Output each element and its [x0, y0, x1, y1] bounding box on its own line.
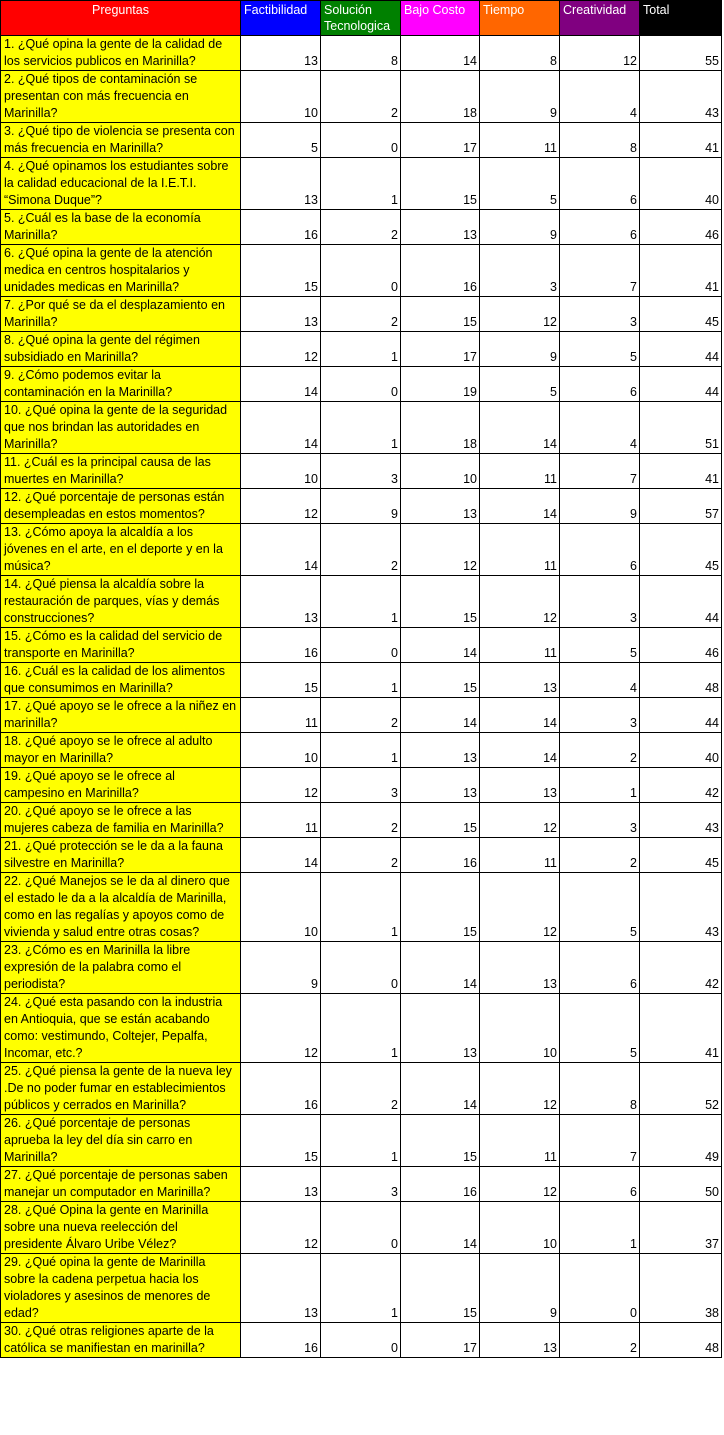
- creatividad-cell[interactable]: 3: [560, 576, 640, 628]
- table-row: [1, 367, 722, 402]
- tiempo-cell[interactable]: 14: [480, 402, 560, 454]
- creatividad-cell[interactable]: 3: [560, 297, 640, 332]
- tiempo-cell[interactable]: 12: [480, 576, 560, 628]
- tiempo-cell[interactable]: 11: [480, 123, 560, 158]
- creatividad-cell[interactable]: 4: [560, 663, 640, 698]
- solucion-cell[interactable]: 0: [321, 367, 401, 402]
- bajo-costo-cell[interactable]: 17: [401, 332, 480, 367]
- solucion-cell[interactable]: 0: [321, 245, 401, 297]
- tiempo-cell[interactable]: 11: [480, 454, 560, 489]
- table-row: [1, 524, 722, 576]
- tiempo-cell[interactable]: 9: [480, 210, 560, 245]
- question-cell[interactable]: 19. ¿Qué apoyo se le ofrece al campesino en Marinilla?: [1, 768, 241, 803]
- solucion-cell[interactable]: 8: [321, 36, 401, 71]
- factibilidad-cell[interactable]: 13: [241, 158, 321, 210]
- table-row: [1, 1063, 722, 1115]
- solucion-cell[interactable]: 2: [321, 698, 401, 733]
- solucion-cell[interactable]: 9: [321, 489, 401, 524]
- tiempo-cell[interactable]: 10: [480, 1202, 560, 1254]
- header-row: [1, 1, 722, 36]
- creatividad-cell[interactable]: 8: [560, 123, 640, 158]
- table-row: [1, 873, 722, 942]
- total-cell[interactable]: 38: [640, 1254, 722, 1323]
- factibilidad-cell[interactable]: 13: [241, 36, 321, 71]
- bajo-costo-cell[interactable]: 16: [401, 1167, 480, 1202]
- creatividad-cell[interactable]: 0: [560, 1254, 640, 1323]
- tiempo-cell[interactable]: 9: [480, 1254, 560, 1323]
- creatividad-cell[interactable]: 5: [560, 873, 640, 942]
- tiempo-cell[interactable]: 12: [480, 1063, 560, 1115]
- bajo-costo-cell[interactable]: 14: [401, 942, 480, 994]
- factibilidad-cell[interactable]: 10: [241, 873, 321, 942]
- bajo-costo-cell[interactable]: 15: [401, 803, 480, 838]
- question-cell[interactable]: 20. ¿Qué apoyo se le ofrece a las mujeres cabeza de familia en Marinilla?: [1, 803, 241, 838]
- total-cell[interactable]: 55: [640, 36, 722, 71]
- question-cell[interactable]: 2. ¿Qué tipos de contaminación se presentan con más frecuencia en Marinilla?: [1, 71, 241, 123]
- solucion-cell[interactable]: 0: [321, 1202, 401, 1254]
- total-cell[interactable]: 41: [640, 123, 722, 158]
- total-cell[interactable]: 44: [640, 367, 722, 402]
- solucion-cell[interactable]: 0: [321, 123, 401, 158]
- total-cell[interactable]: 43: [640, 873, 722, 942]
- tiempo-cell[interactable]: 11: [480, 628, 560, 663]
- bajo-costo-cell[interactable]: 13: [401, 733, 480, 768]
- creatividad-cell[interactable]: 2: [560, 733, 640, 768]
- total-cell[interactable]: 57: [640, 489, 722, 524]
- solucion-cell[interactable]: 0: [321, 628, 401, 663]
- total-cell[interactable]: 51: [640, 402, 722, 454]
- tiempo-cell[interactable]: 5: [480, 367, 560, 402]
- factibilidad-cell[interactable]: 10: [241, 71, 321, 123]
- question-cell[interactable]: 5. ¿Cuál es la base de la economía Marinilla?: [1, 210, 241, 245]
- factibilidad-cell[interactable]: 14: [241, 367, 321, 402]
- solucion-cell[interactable]: 1: [321, 576, 401, 628]
- factibilidad-cell[interactable]: 12: [241, 489, 321, 524]
- header-solucion-tecnologica[interactable]: Solución Tecnologica: [321, 1, 401, 36]
- bajo-costo-cell[interactable]: 17: [401, 1323, 480, 1358]
- factibilidad-cell[interactable]: 11: [241, 698, 321, 733]
- tiempo-cell[interactable]: 3: [480, 245, 560, 297]
- creatividad-cell[interactable]: 6: [560, 942, 640, 994]
- question-cell[interactable]: 18. ¿Qué apoyo se le ofrece al adulto mayor en Marinilla?: [1, 733, 241, 768]
- creatividad-cell[interactable]: 4: [560, 402, 640, 454]
- bajo-costo-cell[interactable]: 12: [401, 524, 480, 576]
- table-row: [1, 628, 722, 663]
- bajo-costo-cell[interactable]: 16: [401, 838, 480, 873]
- question-cell[interactable]: 8. ¿Qué opina la gente del régimen subsidiado en Marinilla?: [1, 332, 241, 367]
- creatividad-cell[interactable]: 1: [560, 768, 640, 803]
- table-row: [1, 942, 722, 994]
- total-cell[interactable]: 52: [640, 1063, 722, 1115]
- table-row: [1, 158, 722, 210]
- question-cell[interactable]: 15. ¿Cómo es la calidad del servicio de transporte en Marinilla?: [1, 628, 241, 663]
- creatividad-cell[interactable]: 6: [560, 210, 640, 245]
- tiempo-cell[interactable]: 9: [480, 332, 560, 367]
- bajo-costo-cell[interactable]: 18: [401, 402, 480, 454]
- factibilidad-cell[interactable]: 13: [241, 1167, 321, 1202]
- total-cell[interactable]: 40: [640, 733, 722, 768]
- factibilidad-cell[interactable]: 13: [241, 297, 321, 332]
- solucion-cell[interactable]: 2: [321, 838, 401, 873]
- creatividad-cell[interactable]: 5: [560, 628, 640, 663]
- table-row: [1, 1202, 722, 1254]
- table-row: [1, 402, 722, 454]
- factibilidad-cell[interactable]: 16: [241, 210, 321, 245]
- creatividad-cell[interactable]: 4: [560, 71, 640, 123]
- header-preguntas[interactable]: Preguntas: [1, 1, 241, 36]
- question-cell[interactable]: 29. ¿Qué opina la gente de Marinilla sobre la cadena perpetua hacia los violadores y asesinos de menores de edad?: [1, 1254, 241, 1323]
- creatividad-cell[interactable]: 6: [560, 367, 640, 402]
- question-cell[interactable]: 28. ¿Qué Opina la gente en Marinilla sobre una nueva reelección del presidente Álvaro Uribe Vélez?: [1, 1202, 241, 1254]
- solucion-cell[interactable]: 3: [321, 454, 401, 489]
- creatividad-cell[interactable]: 12: [560, 36, 640, 71]
- bajo-costo-cell[interactable]: 10: [401, 454, 480, 489]
- solucion-cell[interactable]: 3: [321, 1167, 401, 1202]
- factibilidad-cell[interactable]: 11: [241, 803, 321, 838]
- total-cell[interactable]: 44: [640, 698, 722, 733]
- factibilidad-cell[interactable]: 10: [241, 733, 321, 768]
- solucion-cell[interactable]: 2: [321, 524, 401, 576]
- question-cell[interactable]: 13. ¿Cómo apoya la alcaldía a los jóvenes en el arte, en el deporte y en la música?: [1, 524, 241, 576]
- table-row: [1, 245, 722, 297]
- total-cell[interactable]: 46: [640, 628, 722, 663]
- total-cell[interactable]: 48: [640, 663, 722, 698]
- total-cell[interactable]: 45: [640, 297, 722, 332]
- bajo-costo-cell[interactable]: 13: [401, 489, 480, 524]
- factibilidad-cell[interactable]: 16: [241, 1063, 321, 1115]
- solucion-cell[interactable]: 2: [321, 803, 401, 838]
- total-cell[interactable]: 40: [640, 158, 722, 210]
- question-cell[interactable]: 23. ¿Cómo es en Marinilla la libre expresión de la palabra como el periodista?: [1, 942, 241, 994]
- solucion-cell[interactable]: 1: [321, 1254, 401, 1323]
- creatividad-cell[interactable]: 2: [560, 838, 640, 873]
- bajo-costo-cell[interactable]: 14: [401, 698, 480, 733]
- solucion-cell[interactable]: 1: [321, 402, 401, 454]
- table-row: [1, 663, 722, 698]
- solucion-cell[interactable]: 2: [321, 210, 401, 245]
- table-row: [1, 36, 722, 71]
- creatividad-cell[interactable]: 2: [560, 1323, 640, 1358]
- question-cell[interactable]: 11. ¿Cuál es la principal causa de las muertes en Marinilla?: [1, 454, 241, 489]
- table-body: [1, 36, 722, 1358]
- solucion-cell[interactable]: 2: [321, 1063, 401, 1115]
- solucion-cell[interactable]: 1: [321, 733, 401, 768]
- tiempo-cell[interactable]: 12: [480, 1167, 560, 1202]
- question-cell[interactable]: 16. ¿Cuál es la calidad de los alimentos que consumimos en Marinilla?: [1, 663, 241, 698]
- table-row: [1, 123, 722, 158]
- table-row: [1, 768, 722, 803]
- solucion-cell[interactable]: 1: [321, 1115, 401, 1167]
- tiempo-cell[interactable]: 10: [480, 994, 560, 1063]
- total-cell[interactable]: 42: [640, 768, 722, 803]
- table-row: [1, 994, 722, 1063]
- creatividad-cell[interactable]: 7: [560, 454, 640, 489]
- table-row: [1, 210, 722, 245]
- bajo-costo-cell[interactable]: 15: [401, 663, 480, 698]
- table-row: [1, 1167, 722, 1202]
- total-cell[interactable]: 44: [640, 332, 722, 367]
- table-row: [1, 838, 722, 873]
- question-cell[interactable]: 3. ¿Qué tipo de violencia se presenta con más frecuencia en Marinilla?: [1, 123, 241, 158]
- header-bajo-costo[interactable]: Bajo Costo: [401, 1, 480, 36]
- creatividad-cell[interactable]: 7: [560, 245, 640, 297]
- table-row: [1, 1323, 722, 1358]
- question-cell[interactable]: 4. ¿Qué opinamos los estudiantes sobre la calidad educacional de la I.E.T.I. “Simona Duque”?: [1, 158, 241, 210]
- factibilidad-cell[interactable]: 15: [241, 1115, 321, 1167]
- bajo-costo-cell[interactable]: 14: [401, 1202, 480, 1254]
- solucion-cell[interactable]: 1: [321, 994, 401, 1063]
- factibilidad-cell[interactable]: 9: [241, 942, 321, 994]
- table-row: [1, 803, 722, 838]
- solucion-cell[interactable]: 0: [321, 1323, 401, 1358]
- bajo-costo-cell[interactable]: 16: [401, 245, 480, 297]
- question-cell[interactable]: 10. ¿Qué opina la gente de la seguridad que nos brindan las autoridades en Marinilla?: [1, 402, 241, 454]
- tiempo-cell[interactable]: 11: [480, 524, 560, 576]
- total-cell[interactable]: 37: [640, 1202, 722, 1254]
- table-row: [1, 332, 722, 367]
- total-cell[interactable]: 45: [640, 524, 722, 576]
- factibilidad-cell[interactable]: 13: [241, 1254, 321, 1323]
- creatividad-cell[interactable]: 6: [560, 524, 640, 576]
- creatividad-cell[interactable]: 6: [560, 158, 640, 210]
- tiempo-cell[interactable]: 11: [480, 1115, 560, 1167]
- creatividad-cell[interactable]: 5: [560, 332, 640, 367]
- total-cell[interactable]: 48: [640, 1323, 722, 1358]
- creatividad-cell[interactable]: 7: [560, 1115, 640, 1167]
- bajo-costo-cell[interactable]: 17: [401, 123, 480, 158]
- solucion-cell[interactable]: 1: [321, 663, 401, 698]
- header-creatividad[interactable]: Creatividad: [560, 1, 640, 36]
- tiempo-cell[interactable]: 14: [480, 698, 560, 733]
- solucion-cell[interactable]: 3: [321, 768, 401, 803]
- question-cell[interactable]: 17. ¿Qué apoyo se le ofrece a la niñez en marinilla?: [1, 698, 241, 733]
- bajo-costo-cell[interactable]: 15: [401, 576, 480, 628]
- total-cell[interactable]: 50: [640, 1167, 722, 1202]
- tiempo-cell[interactable]: 9: [480, 71, 560, 123]
- tiempo-cell[interactable]: 12: [480, 297, 560, 332]
- factibilidad-cell[interactable]: 12: [241, 994, 321, 1063]
- bajo-costo-cell[interactable]: 18: [401, 71, 480, 123]
- bajo-costo-cell[interactable]: 14: [401, 628, 480, 663]
- table-row: [1, 576, 722, 628]
- factibilidad-cell[interactable]: 12: [241, 332, 321, 367]
- question-cell[interactable]: 22. ¿Qué Manejos se le da al dinero que el estado le da a la alcaldía de Marinilla, como en las regalías y apoyos como de vivienda y salud entre otras cosas?: [1, 873, 241, 942]
- solucion-cell[interactable]: 1: [321, 873, 401, 942]
- total-cell[interactable]: 43: [640, 803, 722, 838]
- table-row: [1, 454, 722, 489]
- total-cell[interactable]: 46: [640, 210, 722, 245]
- table-row: [1, 297, 722, 332]
- tiempo-cell[interactable]: 13: [480, 663, 560, 698]
- table-row: [1, 1254, 722, 1323]
- question-cell[interactable]: 30. ¿Qué otras religiones aparte de la católica se manifiestan en marinilla?: [1, 1323, 241, 1358]
- total-cell[interactable]: 42: [640, 942, 722, 994]
- question-cell[interactable]: 7. ¿Por qué se da el desplazamiento en Marinilla?: [1, 297, 241, 332]
- factibilidad-cell[interactable]: 12: [241, 1202, 321, 1254]
- total-cell[interactable]: 43: [640, 71, 722, 123]
- table-row: [1, 1115, 722, 1167]
- table-row: [1, 733, 722, 768]
- solucion-cell[interactable]: 1: [321, 158, 401, 210]
- question-cell[interactable]: 21. ¿Qué protección se le da a la fauna silvestre en Marinilla?: [1, 838, 241, 873]
- bajo-costo-cell[interactable]: 15: [401, 158, 480, 210]
- question-cell[interactable]: 1. ¿Qué opina la gente de la calidad de los servicios publicos en Marinilla?: [1, 36, 241, 71]
- solucion-cell[interactable]: 2: [321, 297, 401, 332]
- bajo-costo-cell[interactable]: 13: [401, 210, 480, 245]
- creatividad-cell[interactable]: 5: [560, 994, 640, 1063]
- question-cell[interactable]: 27. ¿Qué porcentaje de personas saben manejar un computador en Marinilla?: [1, 1167, 241, 1202]
- bajo-costo-cell[interactable]: 15: [401, 873, 480, 942]
- header-factibilidad[interactable]: Factibilidad: [241, 1, 321, 36]
- tiempo-cell[interactable]: 13: [480, 942, 560, 994]
- table-row: [1, 489, 722, 524]
- total-cell[interactable]: 41: [640, 454, 722, 489]
- bajo-costo-cell[interactable]: 14: [401, 36, 480, 71]
- total-cell[interactable]: 45: [640, 838, 722, 873]
- factibilidad-cell[interactable]: 12: [241, 768, 321, 803]
- solucion-cell[interactable]: 0: [321, 942, 401, 994]
- factibilidad-cell[interactable]: 14: [241, 524, 321, 576]
- factibilidad-cell[interactable]: 10: [241, 454, 321, 489]
- table-row: [1, 71, 722, 123]
- solucion-cell[interactable]: 2: [321, 71, 401, 123]
- question-cell[interactable]: 6. ¿Qué opina la gente de la atención medica en centros hospitalarios y unidades medicas en Marinilla?: [1, 245, 241, 297]
- bajo-costo-cell[interactable]: 15: [401, 1254, 480, 1323]
- bajo-costo-cell[interactable]: 19: [401, 367, 480, 402]
- bajo-costo-cell[interactable]: 15: [401, 297, 480, 332]
- total-cell[interactable]: 41: [640, 994, 722, 1063]
- table-row: [1, 698, 722, 733]
- factibilidad-cell[interactable]: 16: [241, 1323, 321, 1358]
- header-tiempo[interactable]: Tiempo: [480, 1, 560, 36]
- tiempo-cell[interactable]: 14: [480, 489, 560, 524]
- tiempo-cell[interactable]: 12: [480, 803, 560, 838]
- creatividad-cell[interactable]: 9: [560, 489, 640, 524]
- factibilidad-cell[interactable]: 14: [241, 838, 321, 873]
- total-cell[interactable]: 44: [640, 576, 722, 628]
- total-cell[interactable]: 41: [640, 245, 722, 297]
- creatividad-cell[interactable]: 1: [560, 1202, 640, 1254]
- question-cell[interactable]: 14. ¿Qué piensa la alcaldía sobre la restauración de parques, vías y demás construcciones?: [1, 576, 241, 628]
- solucion-cell[interactable]: 1: [321, 332, 401, 367]
- tiempo-cell[interactable]: 11: [480, 838, 560, 873]
- header-total[interactable]: Total: [640, 1, 722, 36]
- creatividad-cell[interactable]: 6: [560, 1167, 640, 1202]
- tiempo-cell[interactable]: 13: [480, 768, 560, 803]
- factibilidad-cell[interactable]: 15: [241, 663, 321, 698]
- tiempo-cell[interactable]: 13: [480, 1323, 560, 1358]
- factibilidad-cell[interactable]: 16: [241, 628, 321, 663]
- tiempo-cell[interactable]: 8: [480, 36, 560, 71]
- tiempo-cell[interactable]: 5: [480, 158, 560, 210]
- bajo-costo-cell[interactable]: 15: [401, 1115, 480, 1167]
- factibilidad-cell[interactable]: 15: [241, 245, 321, 297]
- question-cell[interactable]: 24. ¿Qué esta pasando con la industria en Antioquia, que se están acabando como: vestimundo, Coltejer, Pepalfa, Incomar, etc.?: [1, 994, 241, 1063]
- bajo-costo-cell[interactable]: 13: [401, 768, 480, 803]
- creatividad-cell[interactable]: 8: [560, 1063, 640, 1115]
- question-cell[interactable]: 25. ¿Qué piensa la gente de la nueva ley .De no poder fumar en establecimientos públicos y cerrados en Marinilla?: [1, 1063, 241, 1115]
- question-cell[interactable]: 26. ¿Qué porcentaje de personas aprueba la ley del día sin carro en Marinilla?: [1, 1115, 241, 1167]
- creatividad-cell[interactable]: 3: [560, 803, 640, 838]
- creatividad-cell[interactable]: 3: [560, 698, 640, 733]
- question-cell[interactable]: 12. ¿Qué porcentaje de personas están desempleadas en estos momentos?: [1, 489, 241, 524]
- question-cell[interactable]: 9. ¿Cómo podemos evitar la contaminación en la Marinilla?: [1, 367, 241, 402]
- bajo-costo-cell[interactable]: 14: [401, 1063, 480, 1115]
- factibilidad-cell[interactable]: 13: [241, 576, 321, 628]
- bajo-costo-cell[interactable]: 13: [401, 994, 480, 1063]
- tiempo-cell[interactable]: 12: [480, 873, 560, 942]
- factibilidad-cell[interactable]: 14: [241, 402, 321, 454]
- tiempo-cell[interactable]: 14: [480, 733, 560, 768]
- total-cell[interactable]: 49: [640, 1115, 722, 1167]
- factibilidad-cell[interactable]: 5: [241, 123, 321, 158]
